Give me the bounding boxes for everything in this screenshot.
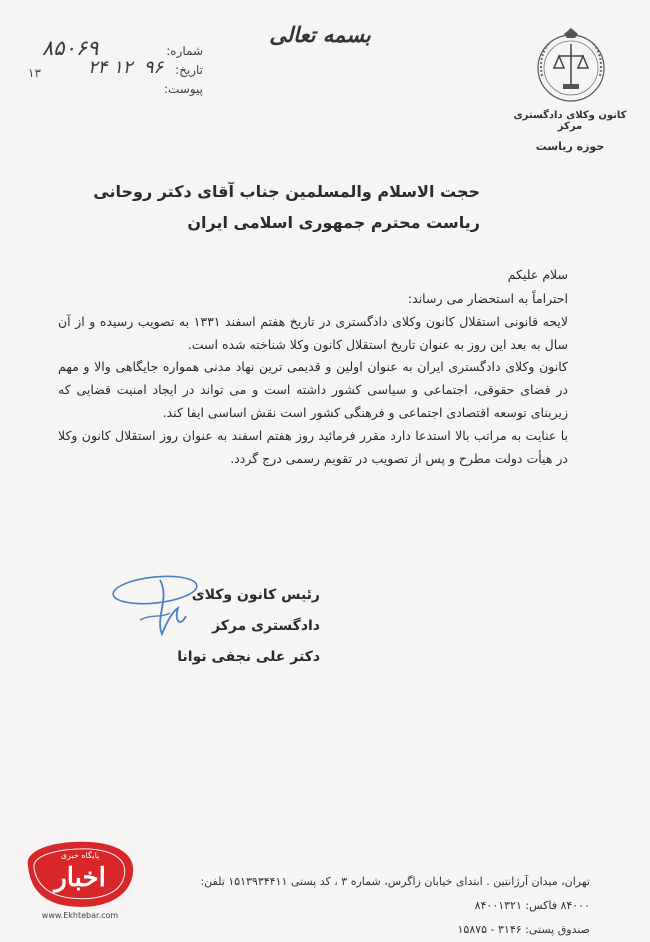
paragraph: کانون وکلای دادگستری ایران به عنوان اولین و قدیمی ترین نهاد مدنی همواره جایگاهی والا و مهم در فضای حقوقی، اجتماعی و سیاسی کشور داشته است و می تواند در ایجاد امنیت قضایی که زیربنای توسعه اقتصادی اجتماعی و فرهنگی کشور است نقش اساسی ایفا کند. bbox=[58, 359, 568, 420]
date-handwritten bbox=[88, 57, 163, 78]
date-day: ۲۴ bbox=[88, 57, 108, 78]
footer-contact bbox=[190, 870, 590, 942]
attachment-row bbox=[28, 82, 203, 101]
footer-po-box: صندوق پستی: ۳۱۴۶ - ۱۵۸۷۵ bbox=[457, 923, 590, 936]
addressee-block bbox=[93, 176, 480, 238]
signature-block bbox=[120, 580, 320, 673]
number-value: ۸۵۰۶۹ bbox=[42, 36, 99, 60]
greeting: سلام علیکم bbox=[507, 267, 568, 282]
department-name: حوزه ریاست bbox=[535, 140, 605, 153]
letter-meta bbox=[28, 36, 203, 101]
footer-address: تهران، میدان آرژانتین . ابتدای خیابان زاگرس، شماره ۳ ، کد پستی ۱۵۱۳۹۳۴۴۱۱ تلفن: ۸۴۰۰۰ فاکس: ۸۴۰۰۱۳۲۱ bbox=[200, 875, 590, 912]
date-month: ۱۲ bbox=[113, 57, 133, 78]
signatory-name: دکتر علی نجفی توانا bbox=[177, 649, 320, 665]
news-site-watermark-logo bbox=[20, 836, 140, 922]
intro-line: احتراماً به استحضار می رساند: bbox=[407, 291, 568, 306]
number-label: شماره: bbox=[166, 44, 203, 58]
watermark-main-text: اخبار bbox=[54, 863, 106, 893]
bar-association-emblem-icon bbox=[532, 26, 610, 106]
date-label: تاریخ: bbox=[175, 63, 203, 77]
date-year-prefix: ۱۳ bbox=[28, 66, 41, 80]
organization-block bbox=[505, 110, 635, 153]
addressee-line-1: حجت الاسلام والمسلمین جناب آقای دکتر روحانی bbox=[93, 182, 480, 201]
letter-body bbox=[58, 262, 568, 470]
paragraph: لایحه قانونی استقلال کانون وکلای دادگستری در تاریخ هفتم اسفند ۱۳۳۱ به تصویب رسیده و از آن سال به بعد این روز به عنوان تاریخ استقلال کانون وکلا شناخته شده است. bbox=[58, 313, 568, 352]
date-row bbox=[28, 57, 203, 82]
attachment-label: پیوست: bbox=[163, 82, 203, 96]
signatory-title: رئیس کانون وکلای دادگستری مرکز bbox=[191, 587, 320, 634]
addressee-line-2: ریاست محترم جمهوری اسلامی ایران bbox=[187, 213, 480, 232]
watermark-top-text: پایگاه خبری bbox=[60, 851, 100, 860]
watermark-url: www.Ekhtebar.com bbox=[41, 911, 119, 920]
date-year: ۹۶ bbox=[143, 57, 164, 78]
bismillah-heading: بسمه تعالی bbox=[269, 22, 371, 47]
paragraph: با عنایت به مراتب بالا استدعا دارد مقرر فرمائید روز هفتم اسفند به عنوان روز استقلال کانون وکلا در هیأت دولت مطرح و پس از تصویب در تقویم رسمی درج گردد. bbox=[58, 427, 568, 466]
organization-name: کانون وکلای دادگستری مرکز bbox=[513, 110, 627, 132]
